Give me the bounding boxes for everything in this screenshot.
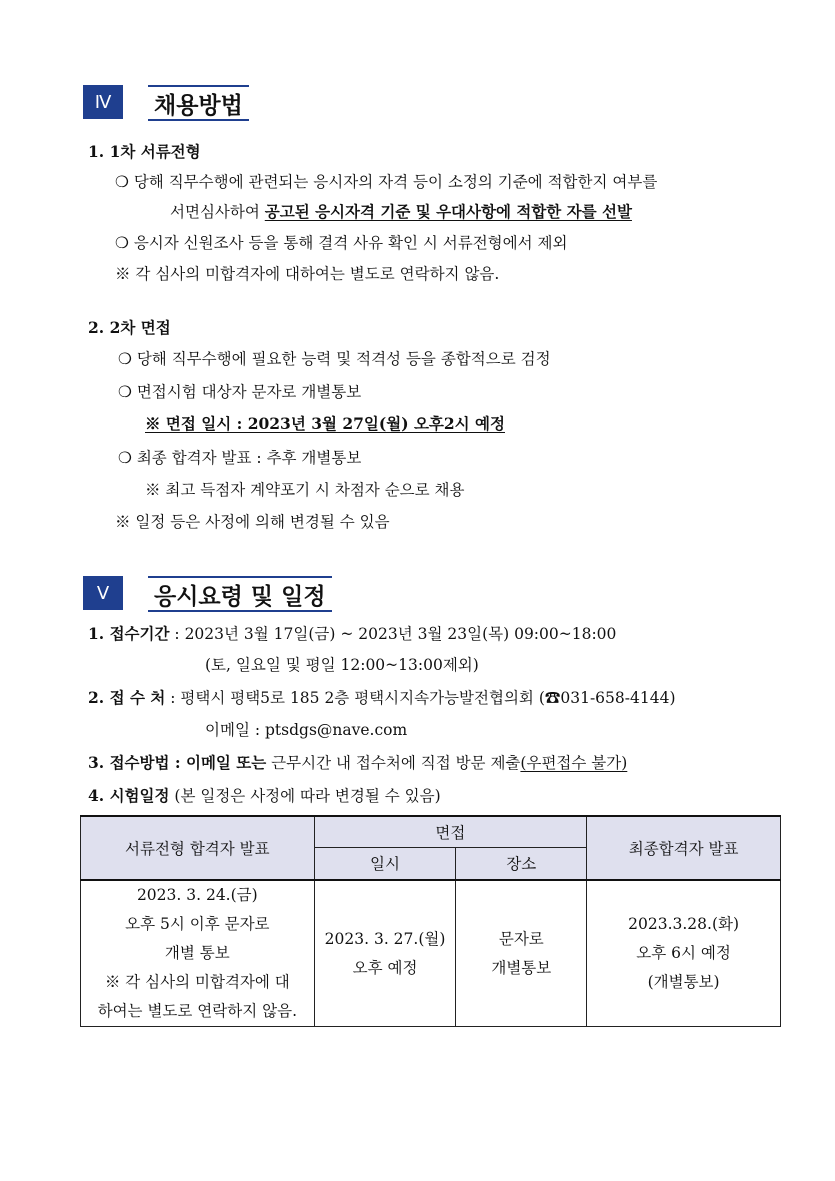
cell-line: 2023. 3. 27.(월) [324, 929, 446, 948]
cell-line: 오후 예정 [352, 958, 418, 977]
section-4-title: 채용방법 [154, 92, 243, 119]
section-4-number: Ⅳ [83, 85, 123, 119]
cell-line: 문자로 [498, 929, 544, 948]
schedule-table [80, 815, 781, 1027]
item-2-bullet-2: ❍ 면접시험 대상자 문자로 개별통보 [118, 383, 362, 401]
place-row [88, 688, 676, 708]
item-2-bullet-3: ❍ 최종 합격자 발표 : 추후 개별통보 [118, 449, 362, 467]
header-date: 일시 [314, 847, 456, 880]
period-label: 1. 접수기간 [88, 624, 170, 643]
cell-doc-result [81, 880, 315, 1027]
schedule-row [88, 786, 441, 806]
item-1-bullet-2: ❍ 응시자 신원조사 등을 통해 결격 사유 확인 시 서류전형에서 제외 [115, 234, 568, 252]
cell-interview-place [456, 880, 587, 1027]
place-label: 2. 접 수 처 [88, 688, 166, 707]
cell-line: 하여는 별도로 연락하지 않음. [97, 1002, 297, 1020]
item-1-bullet-1-cont [170, 202, 632, 222]
cell-line: 오후 6시 예정 [636, 944, 731, 962]
item-1-heading: 1. 1차 서류전형 [88, 142, 201, 161]
item-2-note-2: ※ 일정 등은 사정에 의해 변경될 수 있음 [115, 513, 390, 531]
item-2-note-1: ※ 최고 득점자 계약포기 시 차점자 순으로 채용 [145, 481, 465, 499]
header-final-result: 최종합격자 발표 [587, 816, 781, 880]
header-interview: 면접 [314, 816, 587, 847]
method-text: 근무시간 내 접수처에 직접 방문 제출 [266, 754, 521, 772]
header-place: 장소 [456, 847, 587, 880]
interview-date-note: ※ 면접 일시 : 2023년 3월 27일(월) 오후2시 예정 [145, 414, 505, 433]
cell-line: ※ 각 심사의 미합격자에 대 [104, 973, 290, 991]
section-5-title: 응시요령 및 일정 [154, 583, 326, 610]
method-label: 3. 접수방법 : 이메일 또는 [88, 753, 267, 772]
item-2-bullet-1: ❍ 당해 직무수행에 필요한 능력 및 적격성 등을 종합적으로 검정 [118, 350, 551, 368]
method-row [88, 753, 627, 773]
cell-line: 개별 통보 [164, 944, 230, 962]
text-highlight: 공고된 응시자격 기준 및 우대사항에 적합한 자를 선발 [264, 202, 632, 221]
item-1-note: ※ 각 심사의 미합격자에 대하여는 별도로 연락하지 않음. [115, 265, 500, 283]
period-row [88, 624, 616, 644]
section-4-header [83, 85, 249, 121]
schedule-text: (본 일정은 사정에 따라 변경될 수 있음) [169, 787, 441, 805]
email-line: 이메일 : ptsdgs@nave.com [205, 721, 408, 739]
cell-line: 2023.3.28.(화) [628, 915, 740, 933]
cell-interview-date [314, 880, 456, 1027]
period-sub: (토, 일요일 및 평일 12:00~13:00제외) [205, 656, 479, 674]
period-text: : 2023년 3월 17일(금) ~ 2023년 3월 23일(목) 09:00~18:00 [174, 625, 617, 643]
cell-line: 오후 5시 이후 문자로 [125, 915, 270, 933]
cell-final-result [587, 880, 781, 1027]
section-5-header [83, 576, 332, 612]
schedule-label: 4. 시험일정 [88, 786, 170, 805]
header-doc-result: 서류전형 합격자 발표 [81, 816, 315, 880]
method-note: (우편접수 불가) [520, 754, 628, 772]
cell-line: (개별통보) [647, 973, 720, 991]
cell-line: 2023. 3. 24.(금) [136, 886, 258, 904]
item-1-bullet-1: ❍ 당해 직무수행에 관련되는 응시자의 자격 등이 소정의 기준에 적합한지 여부를 [115, 173, 658, 191]
place-text: : 평택시 평택5로 185 2층 평택시지속가능발전협의회 (☎031-658-4144) [170, 689, 676, 707]
cell-line: 개별통보 [491, 958, 552, 977]
item-2-heading: 2. 2차 면접 [88, 318, 171, 337]
text-plain: 서면심사하여 [170, 203, 265, 221]
section-5-number: Ⅴ [83, 576, 123, 610]
